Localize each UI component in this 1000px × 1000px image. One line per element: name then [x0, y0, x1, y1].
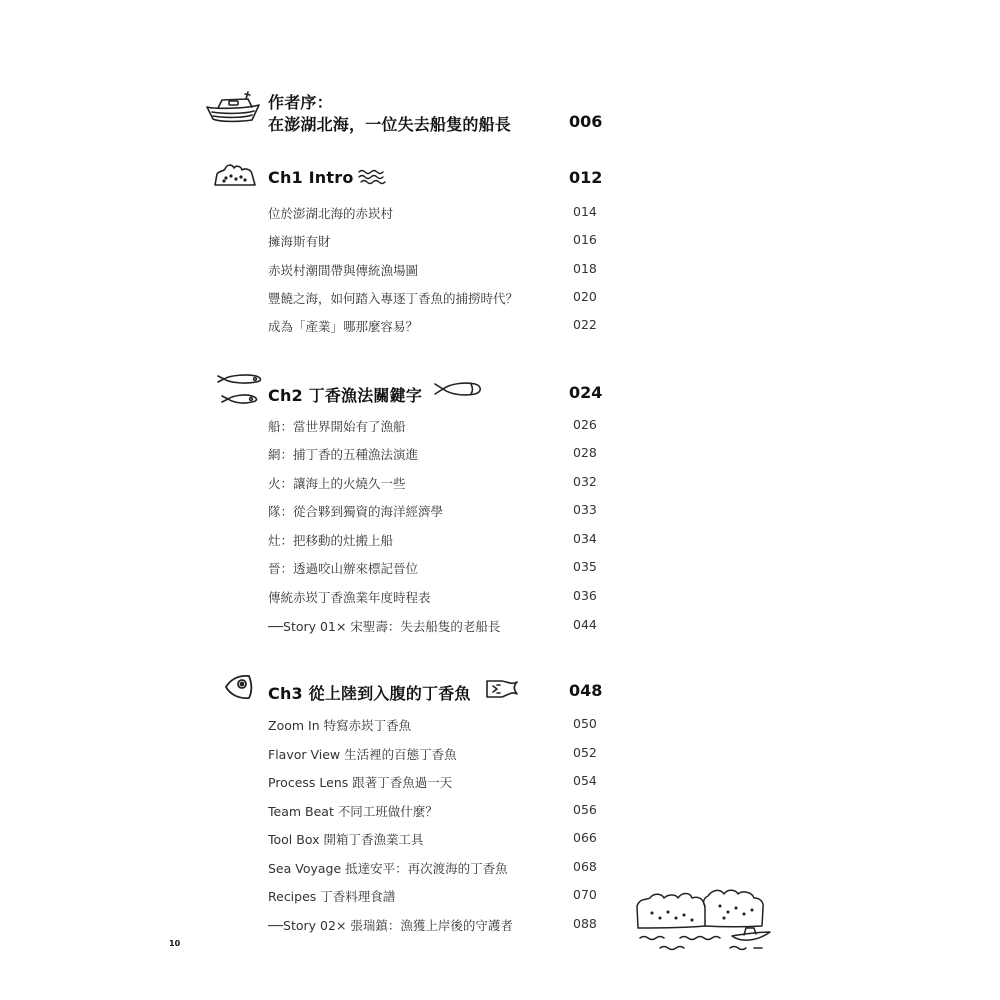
page-number: 10	[169, 939, 181, 948]
preface-title[interactable]: 在澎湖北海，一位失去船隻的船長	[268, 115, 512, 134]
toc-entry-page: 028	[573, 445, 597, 460]
island-landscape-illustration	[632, 868, 782, 957]
toc-entry-page: 068	[573, 859, 597, 874]
toc-entry[interactable]: 豐饒之海，如何踏入專逐丁香魚的捕撈時代？	[268, 291, 519, 306]
toc-entry-page: 056	[573, 802, 597, 817]
toc-entry-page: 026	[573, 417, 597, 432]
toc-entry-page: 022	[573, 317, 597, 332]
toc-entry[interactable]: Flavor View 生活裡的百態丁香魚	[268, 747, 457, 762]
chapter-1-page-number: 012	[569, 168, 603, 187]
fish-tail-icon	[484, 678, 520, 700]
toc-entry[interactable]: Process Lens 跟著丁香魚過一天	[268, 775, 453, 790]
toc-entry-page: 044	[573, 617, 597, 632]
toc-entry[interactable]: Tool Box 開箱丁香漁業工具	[268, 832, 424, 847]
toc-entry[interactable]: 成為「產業」哪那麼容易？	[268, 319, 419, 334]
toc-entry[interactable]: Sea Voyage 抵達安平：再次渡海的丁香魚	[268, 861, 508, 876]
toc-entry-page: 034	[573, 531, 597, 546]
two-fish-icon	[216, 372, 264, 408]
chapter-3-page-number: 048	[569, 681, 603, 700]
toc-entry[interactable]: 網：捕丁香的五種漁法演進	[268, 447, 419, 462]
toc-entry[interactable]: Zoom In 特寫赤崁丁香魚	[268, 718, 412, 733]
chapter-2-title[interactable]: Ch2 丁香漁法關鍵字	[268, 386, 423, 405]
toc-entry-page: 018	[573, 261, 597, 276]
toc-entry[interactable]: 赤崁村潮間帶與傳統漁場圖	[268, 263, 419, 278]
toc-entry-page: 035	[573, 559, 597, 574]
toc-entry[interactable]: Team Beat 不同工班做什麼？	[268, 804, 438, 819]
toc-entry-page: 054	[573, 773, 597, 788]
toc-entry-page: 016	[573, 232, 597, 247]
toc-entry-page: 066	[573, 830, 597, 845]
chapter-3-title[interactable]: Ch3 從上陸到入腹的丁香魚	[268, 684, 471, 703]
toc-entry[interactable]: 隊：從合夥到獨資的海洋經濟學	[268, 504, 444, 519]
fish-icon	[433, 380, 483, 398]
preface-label: 作者序：	[268, 93, 333, 112]
toc-entry[interactable]: 傳統赤崁丁香漁業年度時程表	[268, 590, 431, 605]
toc-entry-story[interactable]: ──Story 02× 張瑞鎮：漁獲上岸後的守護者	[268, 918, 513, 933]
toc-entry-page: 032	[573, 474, 597, 489]
toc-entry-story[interactable]: ──Story 01× 宋聖壽：失去船隻的老船長	[268, 619, 501, 634]
preface-page-number: 006	[569, 112, 603, 131]
toc-entry-page: 014	[573, 204, 597, 219]
toc-entry-page: 052	[573, 745, 597, 760]
toc-entry-page: 036	[573, 588, 597, 603]
boat-icon	[204, 90, 262, 126]
toc-entry[interactable]: 位於澎湖北海的赤崁村	[268, 206, 394, 221]
toc-entry-page: 088	[573, 916, 597, 931]
toc-entry[interactable]: 灶：把移動的灶搬上船	[268, 533, 394, 548]
toc-entry-page: 020	[573, 289, 597, 304]
chapter-2-page-number: 024	[569, 383, 603, 402]
toc-entry[interactable]: 火：讓海上的火燒久一些	[268, 476, 406, 491]
toc-entry[interactable]: 擁海斯有財	[268, 234, 331, 249]
toc-entry[interactable]: 船：當世界開始有了漁船	[268, 419, 406, 434]
toc-entry-page: 070	[573, 887, 597, 902]
toc-entry[interactable]: 晉：透過咬山辦來標記晉位	[268, 561, 419, 576]
waves-icon	[357, 167, 387, 185]
toc-entry-page: 033	[573, 502, 597, 517]
chapter-1-title[interactable]: Ch1 Intro	[268, 168, 354, 187]
toc-entry[interactable]: Recipes 丁香料理食譜	[268, 889, 396, 904]
fish-head-icon	[224, 672, 254, 702]
island-icon	[212, 160, 258, 188]
toc-entry-page: 050	[573, 716, 597, 731]
